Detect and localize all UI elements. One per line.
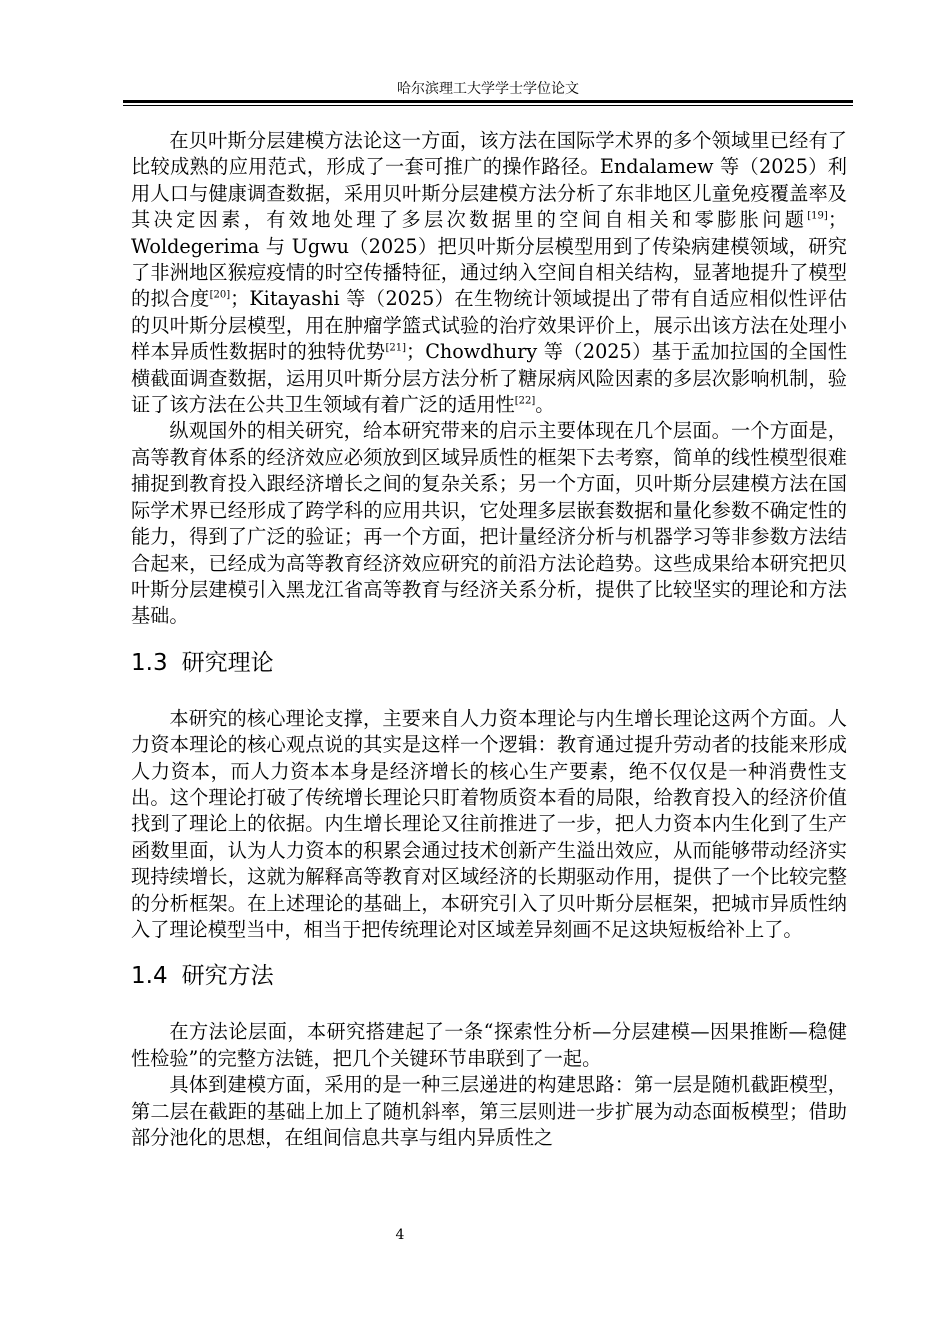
section-title: 研究理论 — [181, 649, 274, 676]
header-rule-thick — [123, 100, 853, 103]
section-title: 研究方法 — [181, 963, 274, 990]
citation-ref: [22] — [514, 395, 536, 407]
paragraph-method-chain: 在方法论层面，本研究搭建起了一条“探索性分析—分层建模—因果推断—稳健性检验”的完整方法链，把几个关键环节串联到了一起。 — [131, 1020, 847, 1070]
paragraph-text: 在贝叶斯分层建模方法论这一方面，该方法在国际学术界的多个领域里已经有了比较成熟的应用范式，形成了一套可推广的操作路径。Endalamew 等（2025）利用人口与健康调查数据，采用贝叶斯分层建模方法分析了东非地区儿童免疫覆盖率及其决定因素，有效地处理了多层次数据里的空间自相关和零膨胀问题 — [131, 129, 847, 232]
section-heading-1-3 — [131, 648, 847, 678]
paragraph-text: 。 — [535, 393, 555, 417]
paragraph-text: ；Kitayashi 等（2025）在生物统计领域提出了带有自适应相似性评估的贝叶斯分层模型，用在肿瘤学篮式试验的治疗效果评价上，展示出该方法在处理小样本异质性数据时的独特优势 — [131, 287, 848, 364]
citation-ref: [21] — [385, 342, 407, 354]
citation-ref: [19] — [807, 210, 828, 222]
paragraph-text: ；Chowdhury 等（2025）基于孟加拉国的全国性横截面调查数据，运用贝叶斯分层方法分析了糖尿病风险因素的多层次影响机制，验证了该方法在公共卫生领域有着广泛的适用性 — [131, 340, 848, 417]
paragraph-bayesian-literature — [131, 128, 847, 418]
header-rule-thin — [123, 105, 853, 106]
section-number: 1.3 — [131, 649, 168, 676]
paragraph-modeling: 具体到建模方面，采用的是一种三层递进的构建思路：第一层是随机截距模型，第二层在截距的基础上加上了随机斜率，第三层则进一步扩展为动态面板模型；借助部分池化的思想，在组间信息共享与组内异质性之 — [131, 1073, 847, 1149]
paragraph-implications: 纵观国外的相关研究，给本研究带来的启示主要体现在几个层面。一个方面是，高等教育体系的经济效应必须放到区域异质性的框架下去考察，简单的线性模型很难捕捉到教育投入跟经济增长之间的复杂关系；另一个方面，贝叶斯分层建模方法在国际学术界已经形成了跨学科的应用共识，它处理多层嵌套数据和量化参数不确定性的能力，得到了广泛的验证；再一个方面，把计量经济分析与机器学习等非参数方法结合起来，已经成为高等教育经济效应研究的前沿方法论趋势。这些成果给本研究把贝叶斯分层建模引入黑龙江省高等教育与经济关系分析，提供了比较坚实的理论和方法基础。 — [131, 419, 847, 628]
paragraph-text: ；Woldegerima 与 Ugwu（2025）把贝叶斯分层模型用到了传染病建模领域，研究了非洲地区猴痘疫情的时空传播特征，通过纳入空间自相关结构，显著地提升了模型的拟合度 — [131, 208, 847, 311]
running-header: 哈尔滨理工大学学士学位论文 — [397, 81, 579, 97]
paragraph-theory: 本研究的核心理论支撑，主要来自人力资本理论与内生增长理论这两个方面。人力资本理论的核心观点说的其实是这样一个逻辑：教育通过提升劳动者的技能来形成人力资本，而人力资本本身是经济增长的核心生产要素，绝不仅仅是一种消费性支出。这个理论打破了传统增长理论只盯着物质资本看的局限，给教育投入的经济价值找到了理论上的依据。内生增长理论又往前推进了一步，把人力资本内生化到了生产函数里面，认为人力资本的积累会通过技术创新产生溢出效应，从而能够带动经济实现持续增长，这就为解释高等教育对区域经济的长期驱动作用，提供了一个比较完整的分析框架。在上述理论的基础上，本研究引入了贝叶斯分层框架，把城市异质性纳入了理论模型当中，相当于把传统理论对区域差异刻画不足这块短板给补上了。 — [131, 706, 847, 941]
citation-ref: [20] — [209, 290, 231, 302]
section-number: 1.4 — [131, 963, 168, 990]
page-number: 4 — [395, 1227, 405, 1243]
section-heading-1-4 — [131, 961, 847, 991]
page-body — [131, 128, 847, 1151]
